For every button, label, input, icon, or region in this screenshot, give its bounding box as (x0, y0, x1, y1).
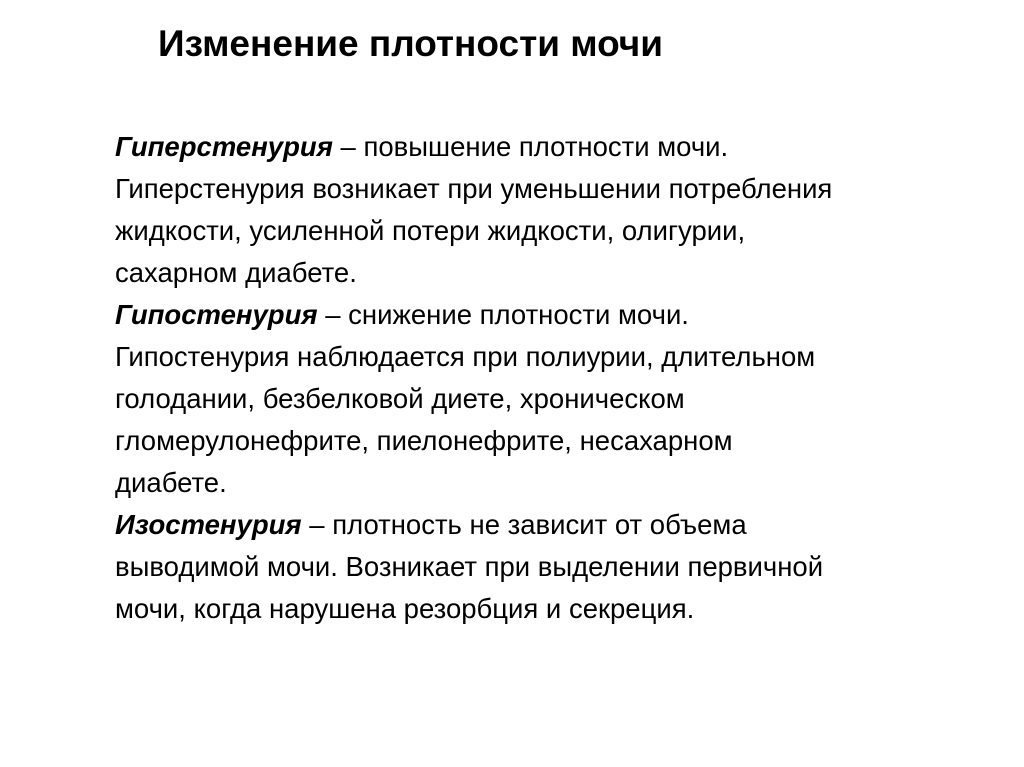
paragraph-hyposthenuria (73, 294, 983, 504)
term-hypersthenuria: Гиперстенурия (115, 131, 333, 162)
definition-isosthenuria: – плотность не зависит от объема (301, 509, 747, 540)
term-hyposthenuria: Гипостенурия (115, 299, 318, 330)
paragraph-line: диабете. (115, 467, 227, 498)
term-isosthenuria: Изостенурия (115, 509, 302, 540)
definition-hyposthenuria: – снижение плотности мочи. (317, 299, 689, 330)
slide-title: Изменение плотности мочи (158, 23, 664, 64)
paragraph-line: голодании, безбелковой диете, хроническом (115, 383, 685, 414)
paragraph-line: жидкости, усиленной потери жидкости, олигурии, (115, 215, 746, 246)
paragraph-line: гломерулонефрите, пиелонефрите, несахарном (115, 425, 733, 456)
paragraph-line: Гипостенурия наблюдается при полиурии, длительном (115, 341, 816, 372)
paragraph-line: сахарном диабете. (115, 257, 357, 288)
paragraph-line: мочи, когда нарушена резорбция и секреция. (115, 593, 695, 624)
paragraph-first-line (73, 504, 983, 546)
paragraph-line: Гиперстенурия возникает при уменьшении потребления (115, 173, 833, 204)
paragraph-hypersthenuria (73, 126, 983, 294)
paragraph-line: выводимой мочи. Возникает при выделении первичной (115, 551, 824, 582)
slide-body (73, 126, 983, 630)
definition-hypersthenuria: – повышение плотности мочи. (332, 131, 729, 162)
paragraph-first-line (73, 294, 983, 336)
paragraph-first-line (73, 126, 983, 168)
paragraph-isosthenuria (73, 504, 983, 630)
